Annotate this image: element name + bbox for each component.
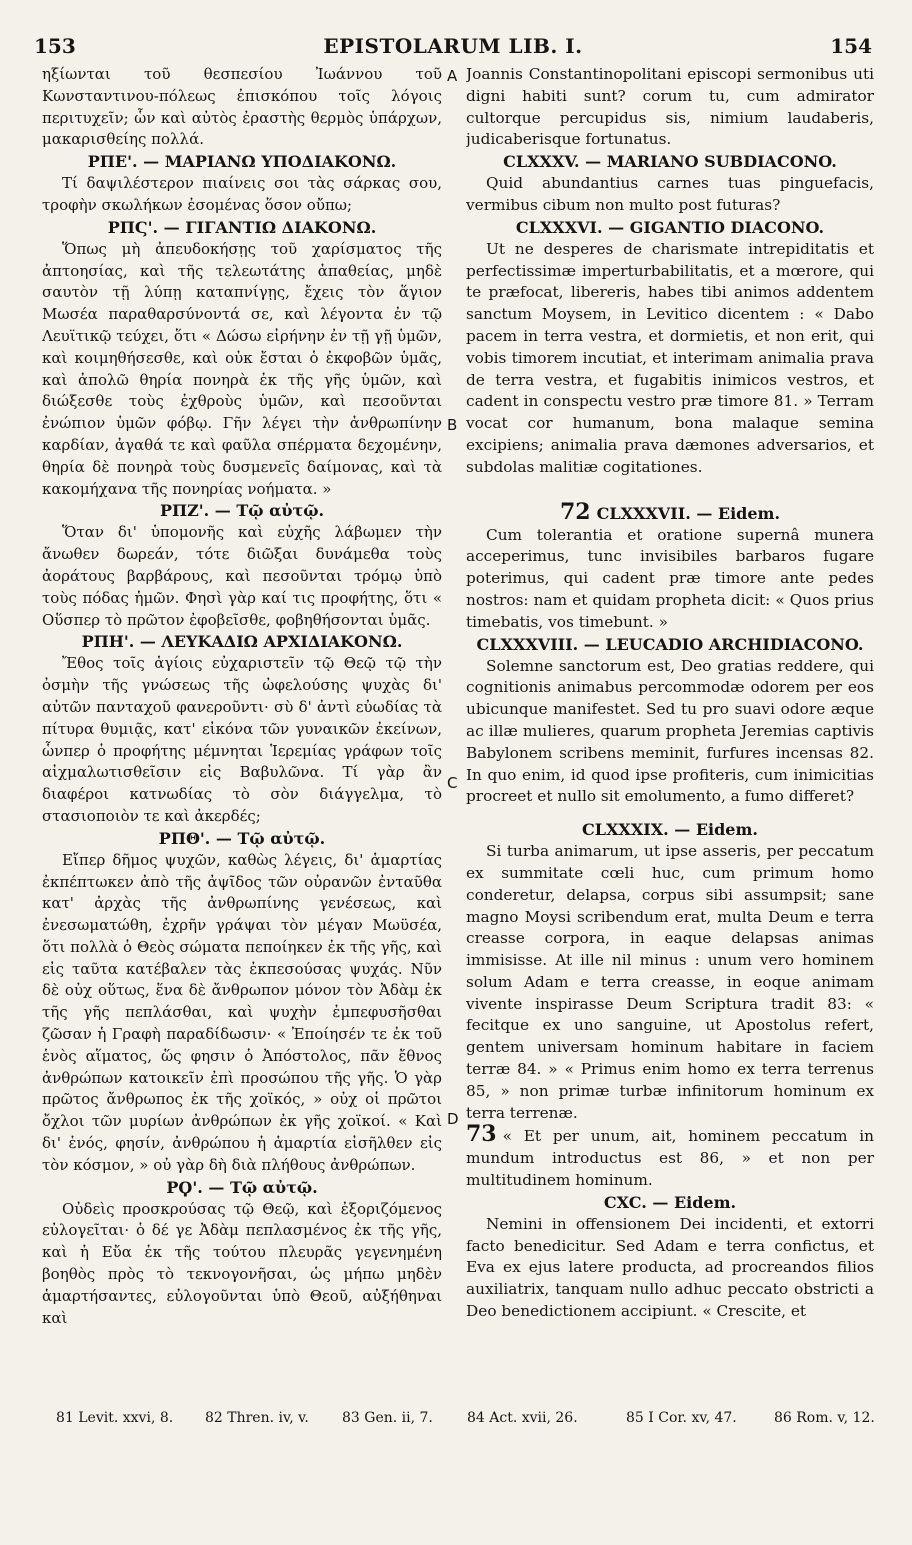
footnote: 82 Thren. iv, v. bbox=[205, 1410, 309, 1426]
paragraph: Nemini in offensionem Dei incidenti, et extorri facto benedicitur. Sed Adam e terra confictus, et Eva ex ejus latere producta, ad procreandos filios auxiliatrix, tanquam nullo adhuc peccato obstricti a Deo benedictionem accipiunt. « Crescite, et bbox=[466, 1214, 874, 1321]
paragraph: Οὐδεὶς προσκρούσας τῷ Θεῷ, καὶ ἐξοριζόμενος εὐλογεῖται· ὁ δέ γε Ἀδὰμ πεπλασμένος ἐκ τῆς γῆς, καὶ ἡ Εὔα ἐκ τῆς τούτου πλευρᾶς γεγενημένη βοηθὸς πρὸς τὸ τεκνογονῆσαι, ὡς μήπω μηδὲν ἁμαρτήσαντες, εὐλογοῦνται ὑπὸ Θεοῦ, αὐξήθηναι καὶ bbox=[42, 1199, 442, 1327]
edition-page-number: 73 bbox=[466, 1121, 497, 1148]
margin-mark-a: A bbox=[447, 67, 458, 85]
letter-heading: CLXXXVI. — GIGANTIO DIACONO. bbox=[515, 217, 825, 237]
paragraph: Τί δαψιλέστερον πιαίνεις σοι τὰς σάρκας σου, τροφὴν σκωλήκων ἐσομένας ὅσον οὔπω; bbox=[42, 174, 442, 214]
footnote: 84 Act. xvii, 26. bbox=[467, 1410, 578, 1426]
letter-heading: ΡΠΖ'. — Τῷ αὐτῷ. bbox=[159, 501, 325, 521]
running-header bbox=[34, 34, 872, 66]
paragraph: Si turba animarum, ut ipse asseris, per peccatum ex summitate cœli huc, cum primum homo conderetur, delapsa, corpus sibi assumpsit; sane magno Moysi scribendum erat, multa Deum e terra creasse corpora, in eaque delapsas animas immisisse. At ille nil minus : unum vero hominem solum Adam e terra creasse, in eoque animam vivente inspirasse Deum Scriptura tradit 83: « fecitque ex uno sanguine, ut Apostolus refert, gentem universam hominum habitare in faciem terræ 84. » « Primus enim homo ex terra terrenus 85, » non primæ turbæ infinitorum hominum ex terra terrenæ. bbox=[466, 842, 874, 1122]
paragraph: Ὅταν δι' ὑπομονῆς καὶ εὐχῆς λάβωμεν τὴν ἄνωθεν δωρεάν, τότε διῶξαι δυνάμεθα τοὺς ἀοράτους βαρβάρους, καὶ πεσοῦνται τρόμῳ ὑπὸ τοὺς πόδας ἡμῶν. Φησὶ γὰρ καί τις προφήτης, ὅτι « Οὕσπερ τὸ πρῶτον ἐφοβεῖσθε, φοβηθήσονται ὑμᾶς. bbox=[42, 523, 442, 629]
paragraph: Joannis Constantinopolitani episcopi sermonibus uti digni habiti sunt? corum tu, cum admirator cultorque percupidus sis, nimium laudaberis, judicaberisque fortunatus. bbox=[466, 65, 874, 149]
paragraph-text: « Et per unum, ait, hominem peccatum in mundum introductus est 86, » et non per multitudinem hominum. bbox=[466, 1127, 874, 1190]
footnote: 86 Rom. v, 12. bbox=[774, 1410, 875, 1426]
letter-heading: CXC. — Eidem. bbox=[603, 1192, 737, 1212]
letter-heading bbox=[466, 498, 874, 525]
letter-heading: ΡΠΕ'. — ΜΑΡΙΑΝΩ ΥΠΟΔΙΑΚΟΝΩ. bbox=[87, 152, 397, 172]
paragraph: Quid abundantius carnes tuas pinguefacis, vermibus cibum non multo post futuras? bbox=[466, 174, 874, 214]
letter-heading: ΡΠΗ'. — ΛΕΥΚΑΔΙΩ ΑΡΧΙΔΙΑΚΟΝΩ. bbox=[81, 632, 403, 652]
paragraph: Ὅπως μὴ ἀπευδοκήσῃς τοῦ χαρίσματος τῆς ἀπτοησίας, καὶ τῆς τελεωτάτης ἀπαθείας, μηδὲ σαυτὸν τῇ λύπῃ καταπνίγῃς, ἔχεις τὸν ἅγιον Μωσέα παραθαρσύνοντά σε, καὶ λέγοντα ἐν τῷ Λευϊτικῷ τεύχει, ὅτι « Δώσω εἰρήνην ἐν τῇ γῇ ὑμῶν, καὶ κοιμηθήσεσθε, καὶ οὐκ ἔσται ὁ ἐκφοβῶν ὑμᾶς, καὶ ἀπολῶ θηρία πονηρὰ ἐκ τῆς γῆς ὑμῶν, καὶ διώξεσθε τοὺς ἐχθροὺς ὑμῶν, καὶ πεσοῦνται ἐνώπιον ὑμῶν φόβῳ. Γῆν λέγει τὴν ἀνθρωπίνην καρδίαν, ἀγαθά τε καὶ φαῦλα σπέρματα δεχομένην, θηρία δὲ πονηρὰ τοὺς δυσμενεῖς δαίμονας, καὶ τὰ κακομήχανα τῆς πονηρίας νοήματα. » bbox=[42, 239, 442, 498]
page-number-right: 154 bbox=[830, 34, 872, 58]
letter-heading: CLXXXIX. — Eidem. bbox=[582, 820, 758, 840]
spacer bbox=[466, 479, 874, 501]
paragraph: Εἴπερ δῆμος ψυχῶν, καθὼς λέγεις, δι' ἁμαρτίας ἐκπέπτωκεν ἀπὸ τῆς ἀψῖδος τῶν οὐρανῶν ἐνταῦθα κατ' ἀρχὰς τῆς ἀνθρωπίνης γενέσεως, καὶ ἐνεσωματώθη, ἐχρῆν γράψαι τὸν μέγαν Μωϋσέα, ὅτι πολλὰ ὁ Θεὸς σώματα πεποίηκεν ἐκ τῆς γῆς, καὶ εἰς ταῦτα κατέβαλεν τὰς ἐκπεσούσας ψυχάς. Νῦν δὲ οὐχ οὕτως, ἕνα δὲ ἄνθρωπον μόνον τὸν Ἀδὰμ ἐκ τῆς γῆς πεπλάσθαι, καὶ ψυχὴν ἐμπεφυσῆσθαι ζῶσαν ἡ Γραφὴ παραδίδωσιν· « Ἐποίησέν τε ἐκ τοῦ ἑνὸς αἵματος, ὥς φησιν ὁ Ἀπόστολος, πᾶν ἔθνος ἀνθρώπων κατοικεῖν ἐπὶ προσώπου τῆς γῆς. Ὁ γὰρ πρῶτος ἄνθρωπος ἐκ τῆς χοϊκός, » οὐχ οἱ πρῶτοι ὄχλοι τῶν μυρίων ἀνθρώπων ἐκ γῆς χοϊκοί. « Καὶ δι' ἑνός, φησίν, ἀνθρώπου ἡ ἁμαρτία εἰσῆλθεν εἰς τὸν κόσμον, » οὐ γὰρ δὴ διὰ πλήθους ἀνθρώπων. bbox=[42, 850, 442, 1174]
paragraph: Ἔθος τοῖς ἁγίοις εὐχαριστεῖν τῷ Θεῷ τῷ τὴν ὀσμὴν τῆς γνώσεως τῆς ὠφελούσης ψυχὰς δι' αὐτῶν πανταχοῦ φανεροῦντι· σὺ δ' ἀντὶ εὐωδίας τὰ πίτυρα θυμιᾷς, κατ' εἰκόνα τῶν γυναικῶν ἐκείνων, ὧνπερ ὁ προφήτης μέμνηται Ἱερεμίας γράφων τοῖς αἰχμαλωτισθεῖσιν εἰς Βαβυλῶνα. Τί γὰρ ἂν διαφέροι κατνωδίας τὸ σὸν διάγγελμα, τὸ στασιοποιὸν τε καὶ ἀκερδές; bbox=[42, 654, 442, 825]
letter-heading: CLXXXV. — MARIANO SUBDIACONO. bbox=[503, 152, 837, 172]
letter-heading: CLXXXVIII. — LEUCADIO ARCHIDIACONO. bbox=[476, 634, 864, 654]
greek-column bbox=[42, 64, 442, 1329]
footnote: 81 Levit. xxvi, 8. bbox=[56, 1410, 174, 1426]
footnote: 83 Gen. ii, 7. bbox=[342, 1410, 433, 1426]
letter-heading: ΡΠΘ'. — Τῷ αὐτῷ. bbox=[158, 828, 326, 848]
margin-mark-d: D bbox=[447, 1110, 459, 1128]
paragraph: Solemne sanctorum est, Deo gratias reddere, qui cognitionis animabus percommodæ odorem per eos ubicunque manifestet. Sed tu pro suavi odore æque ac illæ mulieres, quarum propheta Jeremias captivis Babylonem scribens meminit, furfures incensas 82. In quo enim, id quod ipse profiteris, cum inimicitias procreet et nullo sit emolumento, a fumo differet? bbox=[466, 656, 874, 806]
page-number-left: 153 bbox=[34, 34, 76, 58]
letter-heading: ΡϘ'. — Τῷ αὐτῷ. bbox=[166, 1177, 318, 1197]
edition-page-number: 72 bbox=[559, 498, 591, 525]
heading-text: CLXXXVII. — Eidem. bbox=[596, 503, 781, 523]
margin-mark-b: B bbox=[447, 416, 458, 434]
paragraph: Cum tolerantia et oratione supernâ munera acceperimus, tunc invisibiles barbaros fugare poterimus, qui cadent præ timore ante pedes nostros: nam et quidam propheta dicit: « Quos prius timebatis, vos timebunt. » bbox=[466, 525, 874, 631]
running-title: EPISTOLARUM LIB. I. bbox=[323, 34, 583, 58]
letter-heading: ΡΠϚ'. — ΓΙΓΑΝΤΙΩ ΔΙΑΚΟΝΩ. bbox=[107, 217, 377, 237]
spacer bbox=[466, 808, 874, 819]
footnote: 85 I Cor. xv, 47. bbox=[626, 1410, 737, 1426]
paragraph: Ut ne desperes de charismate intrepiditatis et perfectissimæ imperturbabilitatis, et a mœrore, qui te præfocat, libereris, habes tibi animos addentem sanctum Moysem, in Levitico dicentem : « Dabo pacem in terra vestra, et dormietis, et non erit, qui vobis timorem incutiat, et interimam animalia prava de terra vestra, et fugabitis inimicos vestros, et cadent in conspectu vestro præ timore 81. » Terram vocat cor humanum, bona malaque semina excipiens; animalia prava dæmones adversarios, et subdolas malitiæ cogitationes. bbox=[466, 239, 874, 476]
paragraph: ηξίωνται τοῦ θεσπεσίου Ἰωάννου τοῦ Κωνσταντινου-πόλεως ἐπισκόπου τοῖς λόγοις περιτυχεῖν; ὧν καὶ αὐτὸς ἐραστὴς θερμὸς ὑπάρχων, μακαρισθείης πολλά. bbox=[42, 65, 442, 149]
margin-mark-c: C bbox=[447, 774, 458, 792]
paragraph bbox=[466, 1121, 874, 1191]
latin-column bbox=[466, 64, 874, 1323]
